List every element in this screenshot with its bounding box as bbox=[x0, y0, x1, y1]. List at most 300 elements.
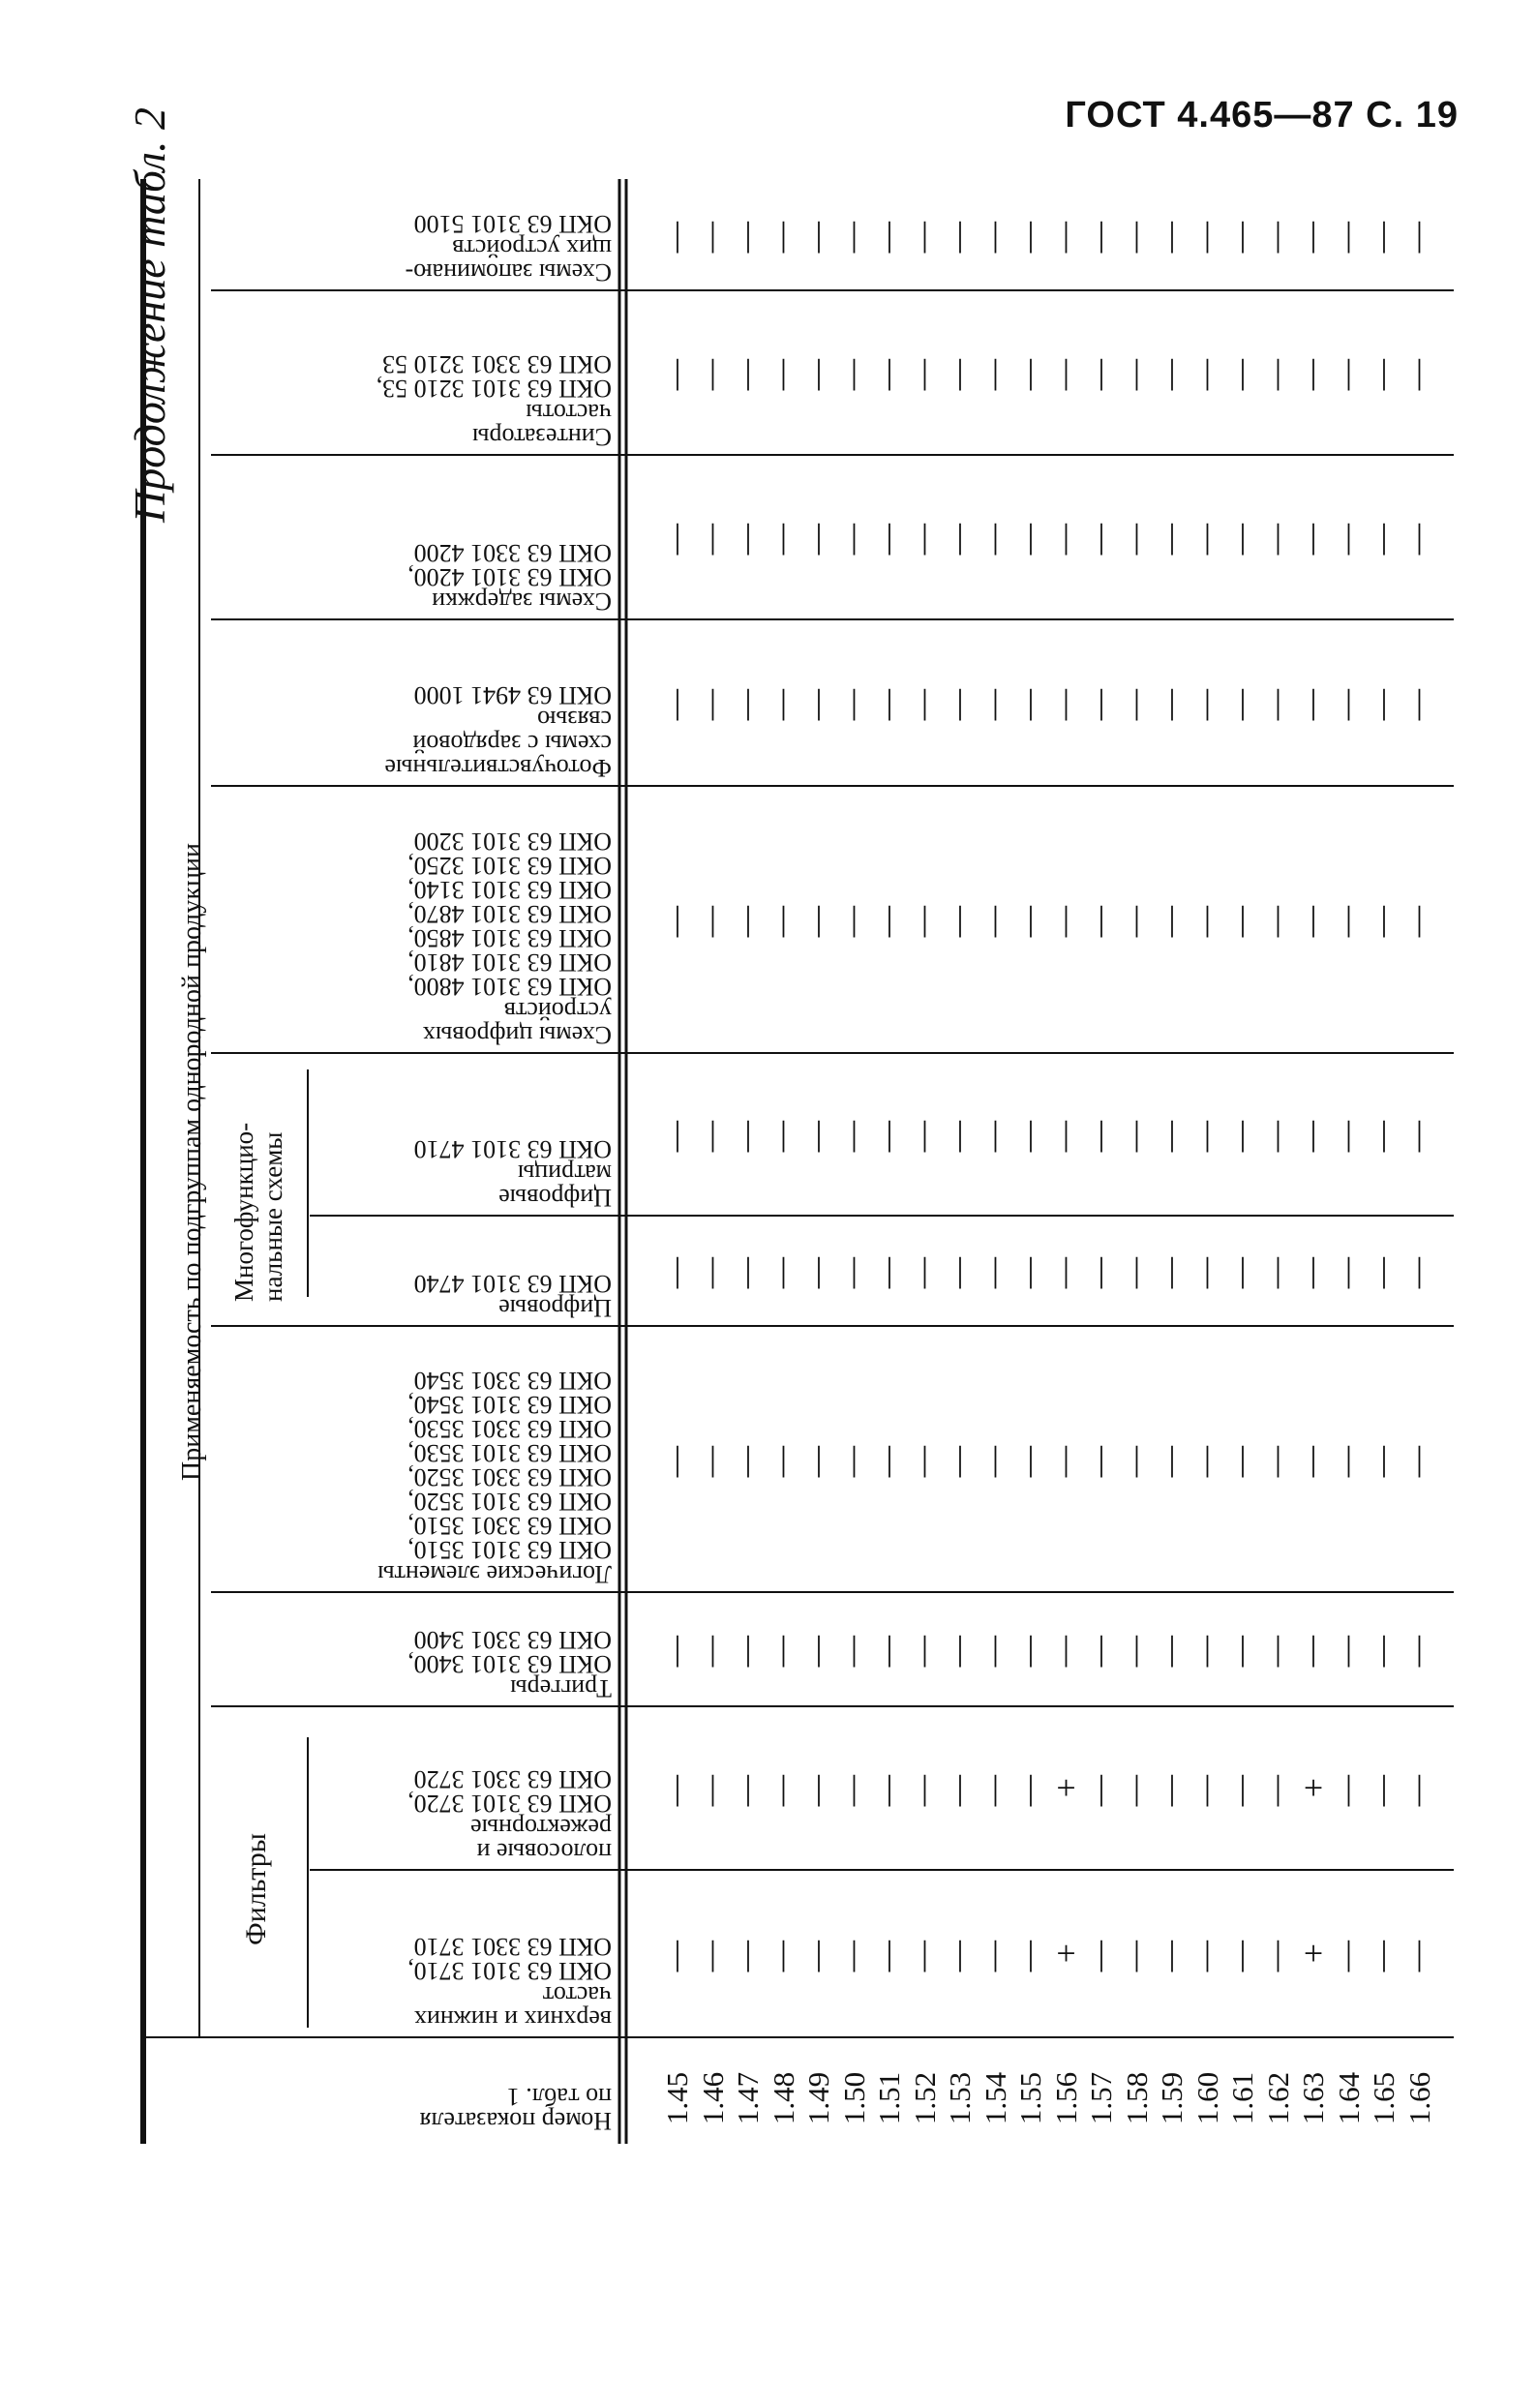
table-cell: | bbox=[1132, 1438, 1141, 1478]
table-cell: | bbox=[1380, 1250, 1388, 1289]
column-header-line: верхних и нижних bbox=[413, 2005, 612, 2033]
table-cell: | bbox=[1098, 352, 1105, 391]
column-header-line: ОКП 63 3301 3210 53 bbox=[382, 350, 612, 378]
column-header-line: ОКП 63 3101 3710, bbox=[407, 1957, 612, 1985]
column-header-line: ОКП 63 3101 4870, bbox=[407, 900, 612, 928]
column-header-line: ОКП 63 3101 5100 bbox=[413, 210, 612, 238]
table-cell: | bbox=[1415, 517, 1424, 556]
table-cell: | bbox=[1027, 214, 1035, 254]
row-number: 1.56 bbox=[1048, 2071, 1083, 2125]
table-cell: | bbox=[674, 1114, 681, 1153]
table-cell: | bbox=[1098, 899, 1105, 938]
table-cell: | bbox=[815, 1629, 823, 1668]
table-cell: | bbox=[886, 1933, 893, 1972]
column-header-logic bbox=[211, 1326, 616, 1592]
table-cell: + bbox=[1303, 1767, 1324, 1807]
table-cell: | bbox=[850, 517, 858, 556]
table-cell: | bbox=[1132, 682, 1141, 721]
table-cell: | bbox=[1380, 1933, 1388, 1972]
table-caption: Продолжение табл. 2 bbox=[125, 107, 174, 523]
column-header-line: ОКП 63 3101 4810, bbox=[407, 948, 612, 977]
table-cell: | bbox=[708, 1114, 717, 1153]
row-number: 1.60 bbox=[1190, 2071, 1224, 2125]
table-cell: | bbox=[956, 1438, 964, 1478]
table-cell: | bbox=[956, 352, 964, 391]
table-cell: | bbox=[956, 899, 964, 938]
table-cell: | bbox=[1239, 1250, 1247, 1289]
table-cell: | bbox=[850, 1114, 858, 1153]
table-cell: | bbox=[1203, 682, 1212, 721]
row-number: 1.58 bbox=[1119, 2071, 1154, 2125]
table-cell: | bbox=[1415, 1114, 1424, 1153]
table-cell: | bbox=[1132, 899, 1141, 938]
column-header-line: Логические элементы bbox=[377, 1560, 612, 1588]
subgroup-filters-label: Фильтры bbox=[240, 1833, 272, 1945]
column-header-line: ОКП 63 3101 3540, bbox=[407, 1391, 612, 1419]
table-cell: | bbox=[1132, 1933, 1141, 1972]
table-cell: | bbox=[1062, 899, 1070, 938]
table-cell: | bbox=[991, 1933, 1000, 1972]
table-cell: | bbox=[1344, 1933, 1353, 1972]
table-cell: | bbox=[779, 1438, 788, 1478]
table-cell: | bbox=[1098, 1933, 1105, 1972]
table-cell: | bbox=[1310, 214, 1317, 254]
row-number: 1.66 bbox=[1401, 2071, 1436, 2125]
table-cell: | bbox=[920, 899, 929, 938]
table-cell: | bbox=[1168, 682, 1176, 721]
table-cell: | bbox=[1239, 1933, 1247, 1972]
table-cell: | bbox=[744, 214, 752, 254]
column-header-line: связью bbox=[537, 706, 612, 734]
column-header-hilo bbox=[310, 1870, 616, 2037]
column-header-line: щих устройств bbox=[452, 234, 612, 262]
table-cell: | bbox=[1344, 1767, 1353, 1807]
table-cell: | bbox=[1203, 899, 1212, 938]
table-cell: | bbox=[1239, 214, 1247, 254]
table-cell: | bbox=[920, 682, 929, 721]
table-cell: | bbox=[1415, 1250, 1424, 1289]
table-cell: | bbox=[1168, 1767, 1176, 1807]
row-number: 1.51 bbox=[872, 2071, 906, 2125]
row-number: 1.50 bbox=[836, 2071, 871, 2125]
column-header-line: ОКП 63 3101 3210 53, bbox=[376, 375, 612, 403]
table-cell: | bbox=[1344, 214, 1353, 254]
table-cell: | bbox=[779, 1114, 788, 1153]
column-header-line: ОКП 63 3301 3510, bbox=[407, 1512, 612, 1540]
table-cell: | bbox=[886, 1250, 893, 1289]
table-cell: | bbox=[1415, 682, 1424, 721]
column-header-line: ОКП 63 3101 3720, bbox=[407, 1790, 612, 1818]
table-cell: | bbox=[1098, 214, 1105, 254]
table-cell: | bbox=[991, 1250, 1000, 1289]
table-cell: | bbox=[850, 1933, 858, 1972]
table-cell: + bbox=[1056, 1767, 1076, 1807]
table-cell: | bbox=[815, 1933, 823, 1972]
table-cell: | bbox=[1274, 1767, 1282, 1807]
table-cell: | bbox=[991, 899, 1000, 938]
table-cell: | bbox=[920, 214, 929, 254]
table-cell: | bbox=[991, 1767, 1000, 1807]
table-cell: | bbox=[1310, 1250, 1317, 1289]
table-cell: | bbox=[815, 1114, 823, 1153]
table-cell: | bbox=[708, 214, 717, 254]
table-cell: | bbox=[1098, 682, 1105, 721]
table-cell: | bbox=[815, 1767, 823, 1807]
table-cell: | bbox=[744, 682, 752, 721]
table-cell: | bbox=[1239, 899, 1247, 938]
table-cell: | bbox=[708, 352, 717, 391]
table-cell: | bbox=[779, 1933, 788, 1972]
table-cell: | bbox=[1310, 352, 1317, 391]
table-cell: | bbox=[744, 1767, 752, 1807]
table-cell: | bbox=[779, 1767, 788, 1807]
table-cell: | bbox=[744, 352, 752, 391]
table-cell: | bbox=[708, 1250, 717, 1289]
table-cell: | bbox=[1274, 517, 1282, 556]
table-cell: | bbox=[1062, 517, 1070, 556]
table-cell: + bbox=[1056, 1933, 1076, 1972]
column-header-line: Схемы задержки bbox=[432, 587, 612, 616]
row-number: 1.52 bbox=[907, 2071, 942, 2125]
table-cell: | bbox=[991, 1438, 1000, 1478]
table-cell: | bbox=[850, 1629, 858, 1668]
column-header-line: частоты bbox=[526, 399, 612, 427]
row-number: 1.64 bbox=[1331, 2071, 1366, 2125]
table-cell: | bbox=[1027, 682, 1035, 721]
table-cell: | bbox=[850, 1438, 858, 1478]
table-cell: | bbox=[1203, 1629, 1212, 1668]
table-cell: | bbox=[779, 1250, 788, 1289]
table-cell: | bbox=[886, 517, 893, 556]
table-cell: | bbox=[1168, 899, 1176, 938]
column-header-line: ОКП 63 3101 4200, bbox=[407, 563, 612, 591]
table-cell: | bbox=[920, 1933, 929, 1972]
table-cell: | bbox=[708, 1933, 717, 1972]
table-cell: | bbox=[956, 214, 964, 254]
column-header-line: ОКП 63 3101 3520, bbox=[407, 1488, 612, 1516]
group-label: Применяемость по подгруппам однородной продукции bbox=[177, 843, 207, 1481]
page-header: ГОСТ 4.465—87 С. 19 bbox=[1065, 95, 1459, 135]
table-cell: | bbox=[744, 1250, 752, 1289]
table-cell: | bbox=[1344, 517, 1353, 556]
table-cell: | bbox=[1344, 1250, 1353, 1289]
table-cell: | bbox=[1380, 352, 1388, 391]
table-cell: | bbox=[1274, 352, 1282, 391]
table-cell: | bbox=[1380, 1767, 1388, 1807]
column-header-synth bbox=[211, 290, 616, 455]
table-cell: | bbox=[779, 517, 788, 556]
column-header-line: Синтезаторы bbox=[471, 423, 612, 451]
table-cell: | bbox=[1310, 899, 1317, 938]
table-cell: | bbox=[674, 214, 681, 254]
row-number: 1.48 bbox=[766, 2071, 800, 2125]
table-cell: | bbox=[1239, 352, 1247, 391]
column-header-line: ОКП 63 3301 3520, bbox=[407, 1463, 612, 1491]
table-cell: | bbox=[815, 352, 823, 391]
table-cell: | bbox=[1132, 1629, 1141, 1668]
table-cell: | bbox=[956, 1114, 964, 1153]
table-cell: | bbox=[1239, 1767, 1247, 1807]
column-header-line: полосовые и bbox=[476, 1838, 612, 1866]
table-cell: | bbox=[956, 1629, 964, 1668]
column-header-line: схемы с зарядовой bbox=[412, 730, 612, 758]
table-cell: | bbox=[1132, 1114, 1141, 1153]
table-cell: | bbox=[920, 352, 929, 391]
table-cell: | bbox=[1027, 1933, 1035, 1972]
table-cell: | bbox=[708, 1438, 717, 1478]
table-cell: | bbox=[1239, 1629, 1247, 1668]
table-cell: | bbox=[1380, 1114, 1388, 1153]
table-cell: | bbox=[1239, 682, 1247, 721]
table-cell: | bbox=[920, 1629, 929, 1668]
table-cell: | bbox=[779, 899, 788, 938]
table-cell: | bbox=[1098, 1114, 1105, 1153]
column-header-photo bbox=[211, 619, 616, 786]
table-cell: | bbox=[1274, 1629, 1282, 1668]
row-number: 1.53 bbox=[943, 2071, 977, 2125]
table-cell: | bbox=[1098, 1250, 1105, 1289]
table-cell: | bbox=[674, 1250, 681, 1289]
table-cell: | bbox=[956, 1250, 964, 1289]
row-number: 1.62 bbox=[1260, 2071, 1295, 2125]
table-cell: | bbox=[674, 1933, 681, 1972]
subgroup-multifunctional-label: Многофункцио- нальные схемы bbox=[229, 1122, 287, 1302]
table-cell: | bbox=[1027, 352, 1035, 391]
table-cell: | bbox=[850, 682, 858, 721]
table-cell: | bbox=[1380, 899, 1388, 938]
column-header-line: частот bbox=[542, 1981, 612, 2009]
table-cell: | bbox=[1380, 214, 1388, 254]
table-cell: | bbox=[991, 682, 1000, 721]
table-cell: | bbox=[815, 682, 823, 721]
column-header-line: Триггеры bbox=[510, 1674, 612, 1702]
column-header-trig bbox=[211, 1592, 616, 1706]
column-header-line: ОКП 63 3301 3530, bbox=[407, 1415, 612, 1443]
table-cell: | bbox=[1415, 899, 1424, 938]
table-cell: | bbox=[1274, 1438, 1282, 1478]
column-header-line: ОКП 63 4941 1000 bbox=[413, 681, 612, 709]
column-header-line: ОКП 63 3101 3140, bbox=[407, 876, 612, 904]
table-cell: | bbox=[920, 517, 929, 556]
table-cell: | bbox=[708, 1767, 717, 1807]
table-cell: | bbox=[1344, 1438, 1353, 1478]
table-cell: | bbox=[1132, 1767, 1141, 1807]
table-cell: | bbox=[815, 1438, 823, 1478]
table-cell: | bbox=[1062, 1250, 1070, 1289]
table-cell: | bbox=[1062, 682, 1070, 721]
table-cell: | bbox=[1203, 517, 1212, 556]
table-cell: | bbox=[1027, 1629, 1035, 1668]
table-cell: | bbox=[1098, 1629, 1105, 1668]
row-number: 1.45 bbox=[660, 2071, 694, 2125]
table-cell: | bbox=[1027, 1767, 1035, 1807]
table-cell: | bbox=[708, 899, 717, 938]
table-cell: | bbox=[744, 1114, 752, 1153]
column-header-digidev bbox=[211, 786, 616, 1053]
table-cell: | bbox=[991, 517, 1000, 556]
table-cell: | bbox=[674, 517, 681, 556]
table-cell: | bbox=[1310, 1629, 1317, 1668]
table-cell: | bbox=[1062, 214, 1070, 254]
table-cell: | bbox=[1274, 214, 1282, 254]
row-number: 1.63 bbox=[1296, 2071, 1330, 2125]
table-cell: | bbox=[815, 1250, 823, 1289]
table-cell: | bbox=[920, 1250, 929, 1289]
table-cell: | bbox=[744, 1933, 752, 1972]
row-number: 1.57 bbox=[1084, 2071, 1118, 2125]
column-header-line: Фоточувствительные bbox=[384, 754, 612, 782]
table-cell: | bbox=[1168, 352, 1176, 391]
column-header-line: ОКП 63 3301 4200 bbox=[413, 539, 612, 567]
table-cell: | bbox=[991, 1629, 1000, 1668]
table-cell: | bbox=[886, 1438, 893, 1478]
column-header-bandpass bbox=[310, 1706, 616, 1870]
row-number: 1.55 bbox=[1013, 2071, 1047, 2125]
table-cell: | bbox=[920, 1767, 929, 1807]
table-cell: | bbox=[708, 517, 717, 556]
table-cell: | bbox=[956, 517, 964, 556]
column-header-line: матрицы bbox=[517, 1159, 612, 1188]
table-cell: | bbox=[744, 517, 752, 556]
table-cell: | bbox=[1203, 352, 1212, 391]
column-header-line: ОКП 63 3301 3710 bbox=[413, 1933, 612, 1961]
table-cell: | bbox=[1132, 1250, 1141, 1289]
table-cell: | bbox=[850, 899, 858, 938]
table-cell: | bbox=[850, 1767, 858, 1807]
table-cell: | bbox=[1168, 1114, 1176, 1153]
column-header-line: ОКП 63 3301 3400 bbox=[413, 1626, 612, 1654]
table-cell: | bbox=[1415, 214, 1424, 254]
table-cell: | bbox=[1203, 1767, 1212, 1807]
column-header-matrix bbox=[310, 1053, 616, 1216]
table-cell: | bbox=[956, 1767, 964, 1807]
table-cell: | bbox=[920, 1114, 929, 1153]
column-header-line: ОКП 63 3101 3510, bbox=[407, 1536, 612, 1564]
stub-header: Номер показателя по табл. 1 bbox=[419, 2083, 612, 2135]
table-cell: | bbox=[674, 1438, 681, 1478]
column-header-line: ОКП 63 3101 4710 bbox=[413, 1135, 612, 1163]
table-cell: | bbox=[674, 682, 681, 721]
table-cell: | bbox=[779, 214, 788, 254]
table-cell: | bbox=[1344, 352, 1353, 391]
table-cell: | bbox=[1415, 1933, 1424, 1972]
table-cell: | bbox=[1027, 1438, 1035, 1478]
table-cell: | bbox=[1027, 899, 1035, 938]
row-number: 1.47 bbox=[731, 2071, 765, 2125]
column-header-line: ОКП 63 3101 3200 bbox=[413, 828, 612, 856]
row-number: 1.54 bbox=[978, 2071, 1012, 2125]
column-header-line: ОКП 63 3101 4800, bbox=[407, 973, 612, 1001]
table-cell: | bbox=[886, 1767, 893, 1807]
table-cell: | bbox=[674, 352, 681, 391]
table-cell: | bbox=[956, 1933, 964, 1972]
table-cell: | bbox=[1062, 1629, 1070, 1668]
table-cell: | bbox=[815, 899, 823, 938]
table-cell: | bbox=[1274, 1250, 1282, 1289]
table-cell: | bbox=[1168, 1438, 1176, 1478]
table-cell: | bbox=[886, 1629, 893, 1668]
table-cell: | bbox=[1344, 899, 1353, 938]
column-header-line: Цифровые bbox=[498, 1184, 612, 1212]
table-cell: | bbox=[1274, 682, 1282, 721]
table-cell: | bbox=[991, 214, 1000, 254]
table-cell: | bbox=[1027, 517, 1035, 556]
table-cell: | bbox=[674, 899, 681, 938]
table-cell: | bbox=[1274, 1933, 1282, 1972]
row-number: 1.59 bbox=[1155, 2071, 1189, 2125]
column-header-line: ОКП 63 3101 4740 bbox=[413, 1270, 612, 1298]
row-number: 1.49 bbox=[801, 2071, 835, 2125]
row-number: 1.65 bbox=[1367, 2071, 1400, 2125]
table-cell: | bbox=[1027, 1250, 1035, 1289]
table-cell: | bbox=[1415, 1629, 1424, 1668]
column-header-line: Схемы цифровых bbox=[422, 1021, 612, 1049]
table-cell: | bbox=[815, 517, 823, 556]
table-cell: | bbox=[744, 1629, 752, 1668]
table-cell: | bbox=[674, 1629, 681, 1668]
table-cell: | bbox=[1344, 1114, 1353, 1153]
table-cell: | bbox=[1239, 1438, 1247, 1478]
table-cell: | bbox=[674, 1767, 681, 1807]
table-cell: | bbox=[1274, 1114, 1282, 1153]
table-cell: | bbox=[1062, 1438, 1070, 1478]
table-cell: | bbox=[850, 1250, 858, 1289]
table-cell: | bbox=[1203, 1438, 1212, 1478]
table-cell: | bbox=[708, 1629, 717, 1668]
table-cell: | bbox=[744, 1438, 752, 1478]
table-cell: | bbox=[1168, 1250, 1176, 1289]
column-header-line: Схемы запоминаю- bbox=[405, 258, 612, 286]
table-cell: | bbox=[1310, 517, 1317, 556]
table-cell: | bbox=[1274, 899, 1282, 938]
column-header-line: ОКП 63 3101 3250, bbox=[407, 852, 612, 880]
table-cell: | bbox=[1203, 214, 1212, 254]
table-cell: | bbox=[1098, 1438, 1105, 1478]
table-cell: | bbox=[1415, 1767, 1424, 1807]
table-cell: | bbox=[1239, 1114, 1247, 1153]
table-cell: | bbox=[991, 1114, 1000, 1153]
table-cell: | bbox=[779, 352, 788, 391]
table-cell: | bbox=[886, 214, 893, 254]
row-number: 1.61 bbox=[1225, 2071, 1259, 2125]
table-cell: | bbox=[886, 1114, 893, 1153]
table-cell: | bbox=[1203, 1933, 1212, 1972]
column-header-line: ОКП 63 3101 3530, bbox=[407, 1439, 612, 1467]
table-cell: | bbox=[1380, 1438, 1388, 1478]
table-cell: | bbox=[1132, 214, 1141, 254]
table-cell: | bbox=[1380, 682, 1388, 721]
table-cell: | bbox=[1203, 1250, 1212, 1289]
table-cell: | bbox=[1168, 1629, 1176, 1668]
table-cell: | bbox=[1098, 1767, 1105, 1807]
table-cell: | bbox=[886, 899, 893, 938]
column-header-line: ОКП 63 3101 4850, bbox=[407, 924, 612, 952]
column-header-line: устройств bbox=[503, 997, 612, 1025]
table-cell: | bbox=[1132, 517, 1141, 556]
column-header-line: ОКП 63 3301 3540 bbox=[413, 1367, 612, 1395]
table-cell: | bbox=[1098, 517, 1105, 556]
column-header-digital bbox=[310, 1216, 616, 1326]
table-cell: | bbox=[850, 214, 858, 254]
table-cell: | bbox=[1310, 682, 1317, 721]
row-number: 1.46 bbox=[695, 2071, 730, 2125]
table-cell: | bbox=[708, 682, 717, 721]
table-cell: | bbox=[1380, 517, 1388, 556]
table-cell: | bbox=[1344, 1629, 1353, 1668]
table-cell: | bbox=[1203, 1114, 1212, 1153]
column-header-line: режекторные bbox=[470, 1814, 612, 1842]
table-cell: | bbox=[744, 899, 752, 938]
